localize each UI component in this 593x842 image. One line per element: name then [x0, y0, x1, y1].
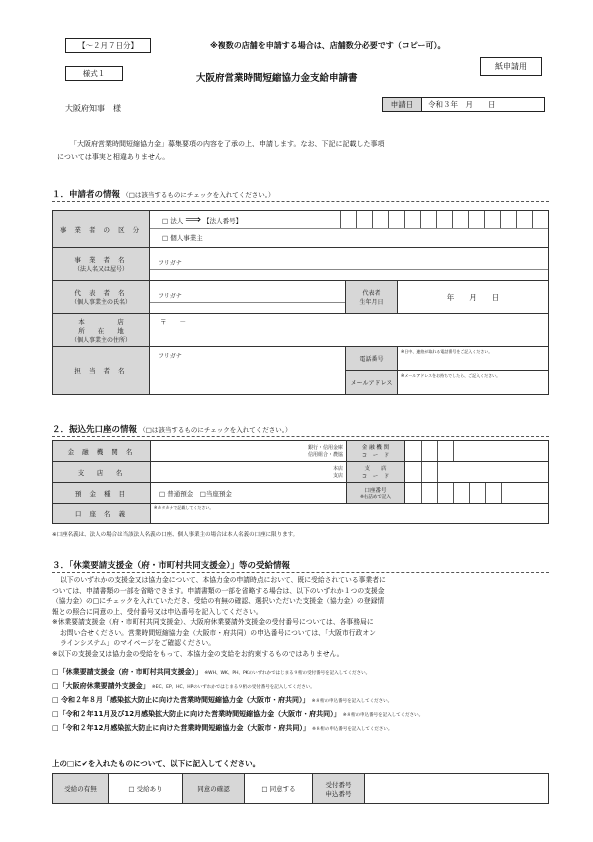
address-label: 本 店 所 在 地 （個人事業主の住所） — [53, 314, 150, 347]
deposit-type-field[interactable] — [151, 483, 347, 504]
branch-name-field[interactable]: 本店 支店 — [151, 462, 347, 483]
bank-table — [52, 440, 549, 524]
option-1[interactable]: □「休業要請支援金（府・市町村共同支援金）」 ※WH、WK、PH、PKのいずれかではじまる９桁の受付番号を記入してください。 — [52, 668, 371, 676]
category-label: 事 業 者 の 区 分 — [53, 211, 150, 248]
intro-line-1: 「大阪府営業時間短縮協力金」募集要項の内容を了承の上、申請します。なお、下記に記載した事項 — [70, 140, 385, 148]
email-label: メールアドレス — [346, 371, 398, 395]
fill-instruction: 上の□に✔を入れたものについて、以下に記入してください。 — [52, 759, 261, 768]
arrow-icon: ⟹ — [185, 213, 202, 226]
bank-code-label: 金 融 機 関 コ ー ド — [347, 441, 405, 462]
deposit-type-label: 預 金 種 目 — [53, 483, 151, 504]
representative-field[interactable]: フリガナ — [150, 281, 346, 314]
section3-heading: ３．「休業要請支援金（府・市町村共同支援金）」等の受給情報 — [52, 561, 291, 571]
section2-divider — [52, 436, 549, 437]
representative-label: 代 表 者 名 （個人事業主の氏名） — [53, 281, 150, 314]
copy-notice: ※複数の店舗を申請する場合は、店舗数分必要です（コピー可）。 — [210, 41, 446, 50]
bank-code-field[interactable] — [405, 441, 549, 462]
category-cell — [150, 211, 549, 248]
branch-code-field[interactable] — [405, 462, 549, 483]
birthdate-field[interactable]: 年 月 日 — [398, 281, 549, 314]
paper-application-tag: 紙申請用 — [480, 57, 542, 76]
option-2[interactable]: □「大阪府休業要請外支援金」 ※EC、EP、HC、HPのいずれかではじまる９桁の受付番号を記入してください。 — [52, 682, 315, 690]
section2-heading: ２．振込先口座の情報 （□は該当するものにチェックを入れてください。） — [52, 425, 292, 435]
contact-person-field[interactable]: フリガナ — [150, 347, 346, 395]
account-number-field[interactable] — [405, 483, 549, 504]
period-badge: 【～２月７日分】 — [65, 38, 151, 53]
ordinary-deposit-checkbox[interactable]: □ 普通預金 — [159, 489, 194, 498]
intro-line-2: については事実と相違ありません。 — [57, 153, 170, 161]
date-label: 申請日 — [382, 97, 422, 112]
section3-body: 以下のいずれかの支援金又は協力金について、本協力金の申請時点において、既に受給されている事業者に ついては、申請書類の一部を省略できます。申請書類の一部を省略する場合は、以下のいずれか１つの支援金 （協力金）の□にチェックを入れていただき、受給の有無の確認、選択いただいた支援金（協力金）の登録情 報との照合に同意の上、受付番号又は申込番号を記入してください。 ※休業要請支援金（府・市町村共同支援金）、大阪府休業要請外支援金の受付番号については、各事務局に お問い合せください。営業時間短縮協力金（大阪市・府共同）の申込番号については、「大阪市行政オン ラインシステム」のマイページをご確認ください。 ※以下の支援金又は協力金の受給をもって、本協力金の支給をお約束するものではありません。 — [52, 576, 386, 658]
branch-code-label: 支 店 コ ー ド — [347, 462, 405, 483]
phone-field[interactable]: ※日中、連絡が取れる電話番号をご記入ください。 — [398, 347, 549, 371]
business-name-label: 事 業 者 名 （法人名又は屋号） — [53, 248, 150, 281]
phone-label: 電話番号 — [346, 347, 398, 371]
branch-name-label: 支 店 名 — [53, 462, 151, 483]
applicant-table — [52, 210, 549, 395]
corporate-number-boxes[interactable] — [340, 211, 548, 228]
received-label: 受給の有無 — [53, 774, 109, 804]
option-4[interactable]: □「令和２年11月及び12月感染拡大防止に向けた営業時間短縮協力金（大阪市・府共同）」 ※８桁の申込番号を記入してください。 — [52, 710, 424, 718]
received-checkbox[interactable]: □ 受給あり — [109, 774, 183, 804]
account-holder-field[interactable]: ※カタカナで記載してください。 — [151, 504, 549, 524]
consent-checkbox[interactable]: □ 同意する — [245, 774, 313, 804]
bank-name-label: 金 融 機 関 名 — [53, 441, 151, 462]
number-field[interactable] — [365, 774, 549, 804]
account-holder-label: 口 座 名 義 — [53, 504, 151, 524]
current-deposit-checkbox[interactable]: □当座預金 — [199, 489, 232, 498]
addressee: 大阪府知事 様 — [65, 104, 121, 113]
section1-heading: １．申請者の情報 （□は該当するものにチェックを入れてください。） — [52, 190, 275, 200]
account-number-label: 口座番号 ※右詰めで記入 — [347, 483, 405, 504]
application-date[interactable]: 令和３年 月 日 — [421, 97, 545, 112]
option-3[interactable]: □ 令和２年８月「感染拡大防止に向けた営業時間短縮協力金（大阪市・府共同）」 ※８桁の申込番号を記入してください。 — [52, 696, 393, 704]
corporation-checkbox[interactable]: □ 法人 ⟹ 【法人番号】 — [162, 213, 243, 226]
birthdate-label: 代表者 生年月日 — [346, 281, 398, 314]
receipt-table — [52, 773, 549, 804]
support-options — [52, 666, 552, 736]
individual-checkbox[interactable]: □ 個人事業主 — [162, 234, 203, 242]
address-field[interactable]: 〒 － — [150, 314, 549, 347]
number-label: 受付番号 申込番号 — [313, 774, 365, 804]
form-number: 様式１ — [65, 66, 123, 81]
business-name-field[interactable]: フリガナ — [150, 248, 549, 281]
bank-name-field[interactable]: 銀行・信用金庫 信用組合・農協 — [151, 441, 347, 462]
email-field[interactable]: ※メールアドレスをお持ちでしたら、ご記入ください。 — [398, 371, 549, 395]
consent-label: 同意の確認 — [183, 774, 245, 804]
section1-divider — [52, 201, 549, 202]
contact-person-label: 担 当 者 名 — [53, 347, 150, 395]
account-footnote: ※口座名義は、法人の場合は当該法人名義の口座、個人事業主の場合は本人名義の口座に限ります。 — [52, 532, 299, 538]
document-title: 大阪府営業時間短縮協力金支給申請書 — [196, 73, 358, 84]
section3-divider — [52, 572, 549, 573]
option-5[interactable]: □「令和２年12月感染拡大防止に向けた営業時間短縮協力金（大阪市・府共同）」 ※８桁の申込番号を記入してください。 — [52, 724, 393, 732]
